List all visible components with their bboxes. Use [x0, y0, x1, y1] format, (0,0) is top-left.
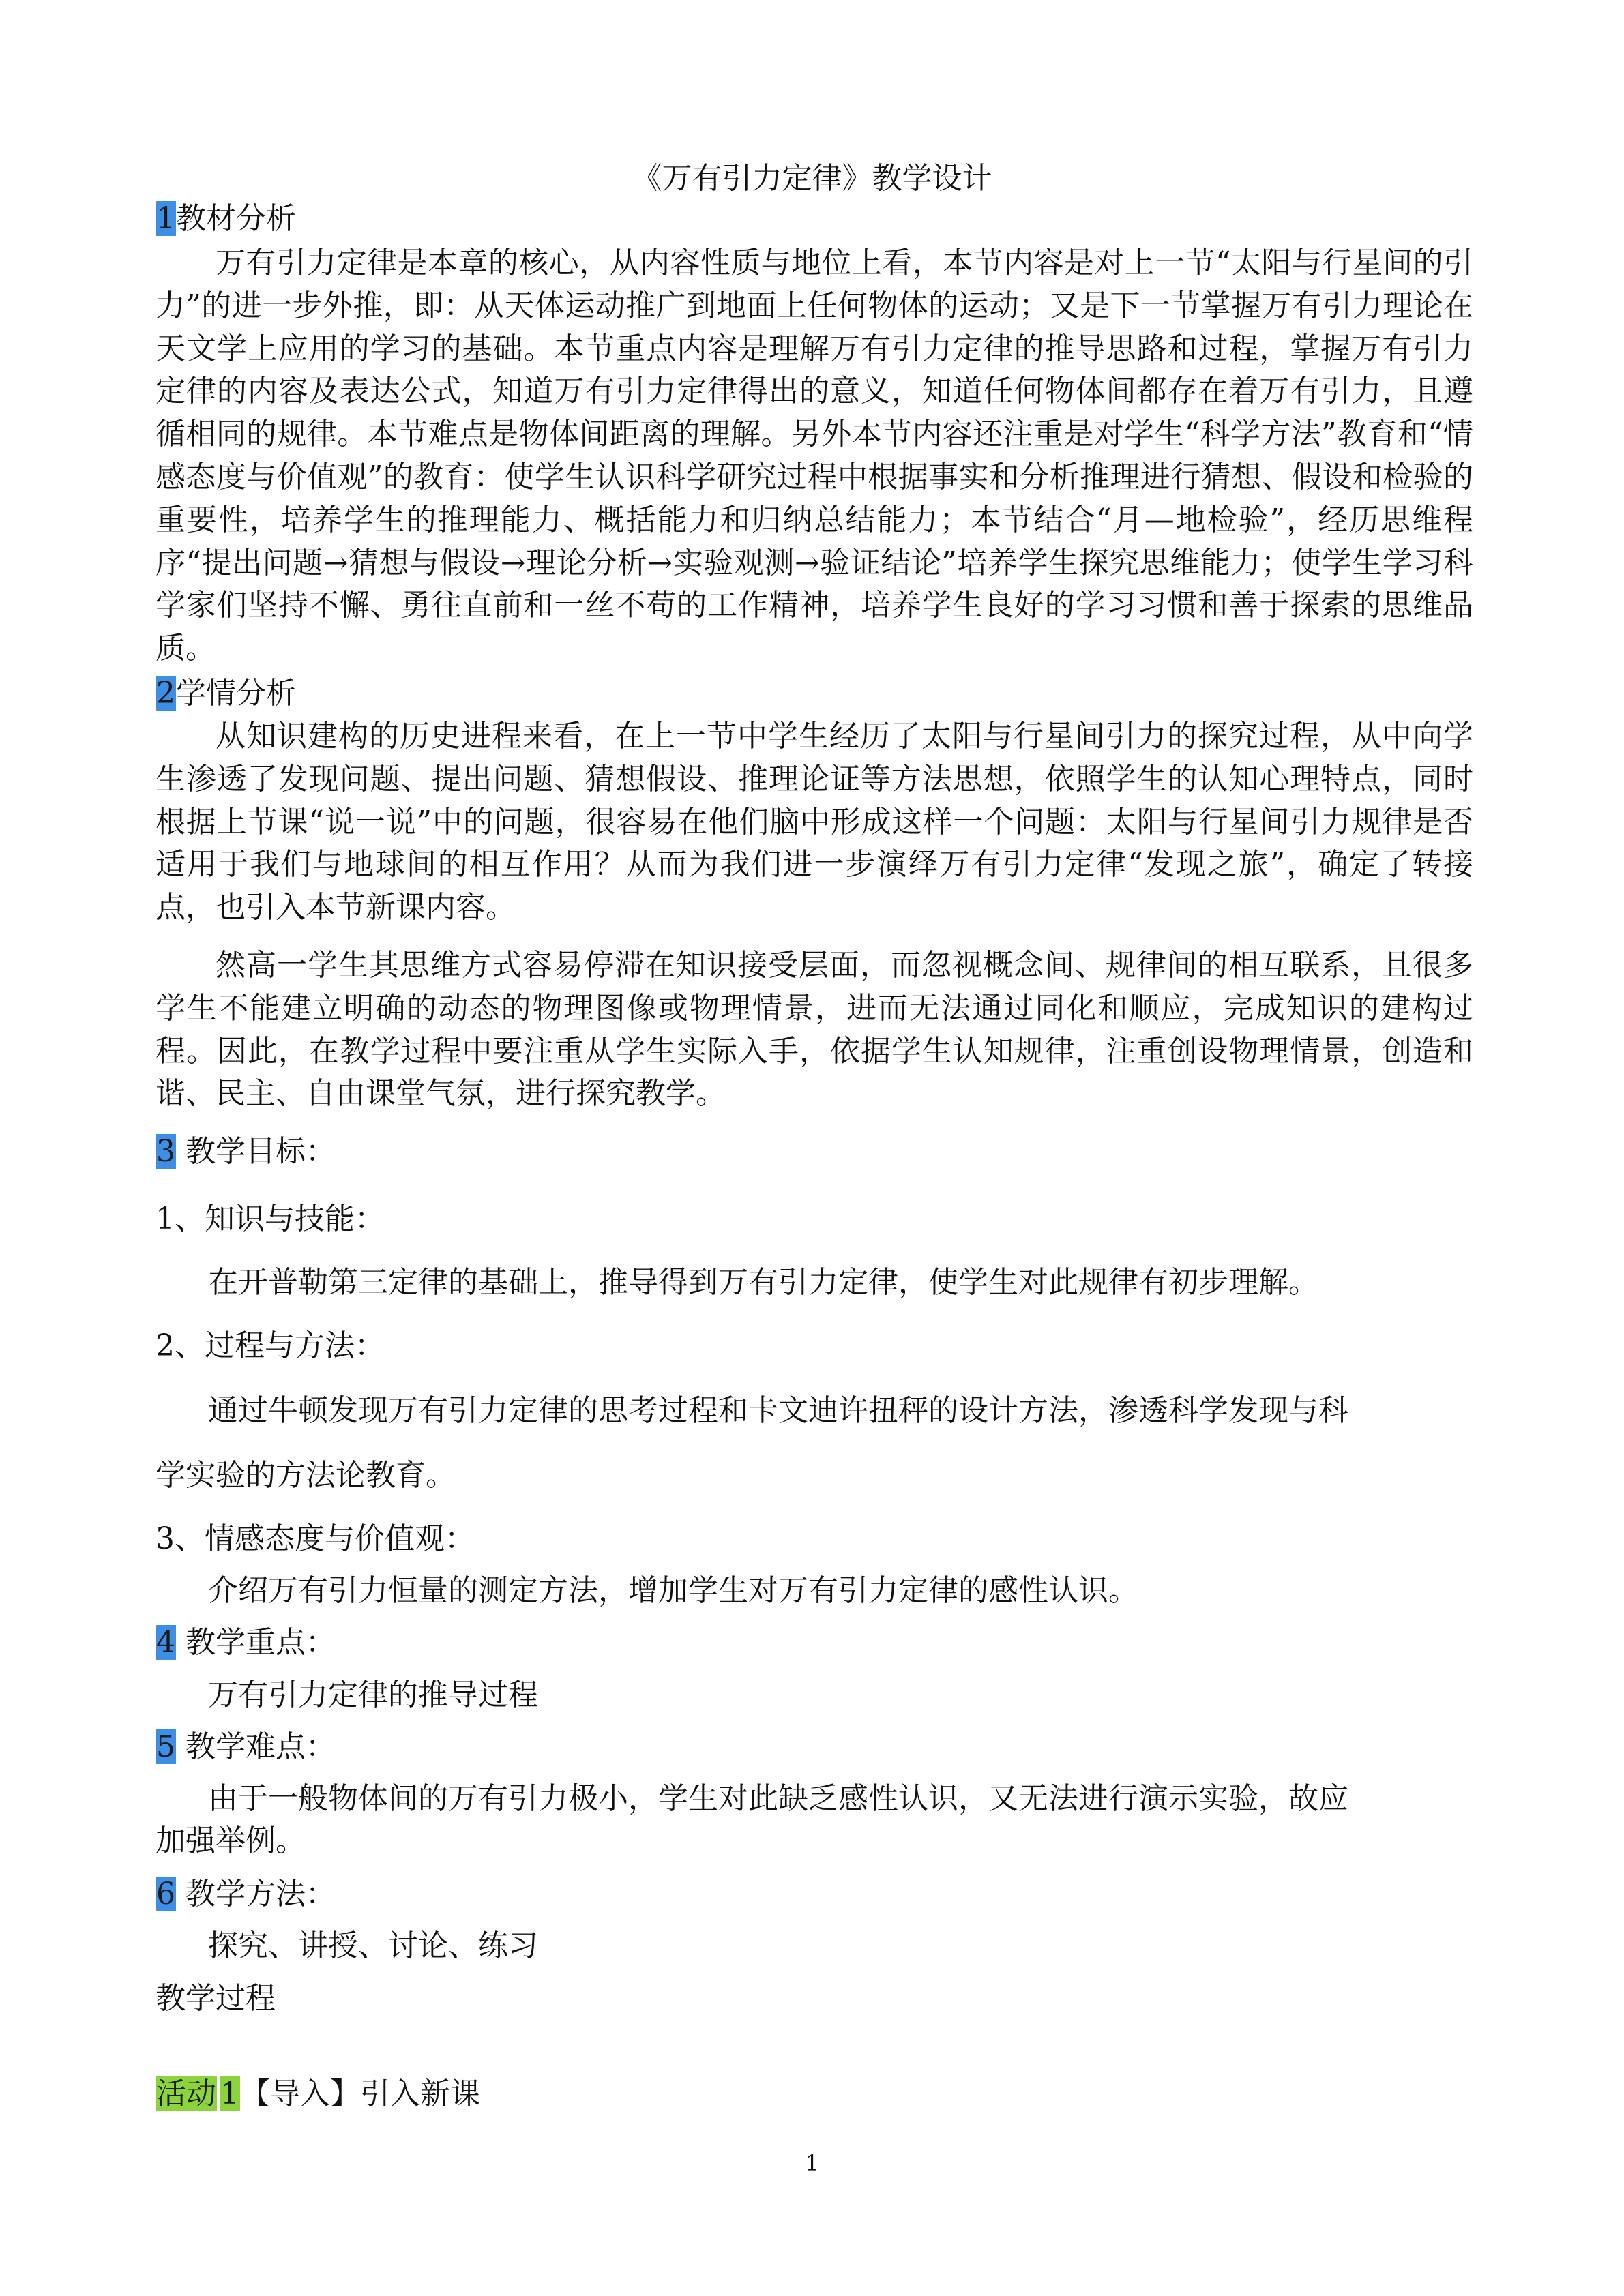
activity-heading — [156, 2074, 480, 2114]
activity-number: 1 — [220, 2076, 239, 2111]
section-heading-3 — [156, 1132, 336, 1172]
page-number: 1 — [805, 2150, 819, 2176]
goal-text-process-b: 学实验的方法论教育。 — [156, 1458, 456, 1493]
activity-tag: 活动 — [156, 2076, 216, 2111]
document-title: 《万有引力定律》教学设计 — [632, 161, 992, 196]
section-label-2: 学情分析 — [176, 676, 296, 711]
goal-text-process-a: 通过牛顿发现万有引力定律的思考过程和卡文迪许扭秤的设计方法，渗透科学发现与科 — [208, 1393, 1348, 1428]
paragraph-student-analysis-1: 从知识建构的历史进程来看，在上一节中学生经历了太阳与行星间引力的探究过程，从中向学生渗透了发现问题、提出问题、猜想假设、推理论证等方法思想，依照学生的认知心理特点，同时根据上节课“说一说”中的问题，很容易在他们脑中形成这样一个问题：太阳与行星间引力规律是否适用于我们与地球间的相互作用？从而为我们进一步演绎万有引力定律“发现之旅”，确定了转接点，也引入本节新课内容。 — [156, 719, 1474, 925]
section-label-3: 教学目标： — [176, 1134, 336, 1169]
paragraph-textbook-analysis: 万有引力定律是本章的核心，从内容性质与地位上看，本节内容是对上一节“太阳与行星间的引力”的进一步外推，即：从天体运动推广到地面上任何物体的运动；又是下一节掌握万有引力理论在天文学上应用的学习的基础。本节重点内容是理解万有引力定律的推导思路和过程，掌握万有引力定律的内容及表达公式，知道万有引力定律得出的意义，知道任何物体间都存在着万有引力，且遵循相同的规律。本节难点是物体间距离的理解。另外本节内容还注重是对学生“科学方法”教育和“情感态度与价值观”的教育：使学生认识科学研究过程中根据事实和分析推理进行猜想、假设和检验的重要性，培养学生的推理能力、概括能力和归纳总结能力；本节结合“月—地检验”，经历思维程序“提出问题→猜想与假设→理论分析→实验观测→验证结论”培养学生探究思维能力；使学生学习科学家们坚持不懈、勇往直前和一丝不苟的工作精神，培养学生良好的学习习惯和善于探索的思维品质。 — [156, 245, 1473, 666]
section-heading-4 — [156, 1623, 336, 1663]
process-heading: 教学过程 — [156, 1981, 276, 2016]
section-number-2: 2 — [156, 676, 175, 711]
key-point-text: 万有引力定律的推导过程 — [208, 1678, 538, 1712]
difficulty-text-b: 加强举例。 — [156, 1823, 306, 1858]
paragraph-student-analysis-2: 然高一学生其思维方式容易停滞在知识接受层面，而忽视概念间、规律间的相互联系，且很多学生不能建立明确的动态的物理图像或物理情景，进而无法通过同化和顺应，完成知识的建构过程。因此，在教学过程中要注重从学生实际入手，依据学生认知规律，注重创设物理情景，创造和谐、民主、自由课堂气氛，进行探究教学。 — [156, 948, 1473, 1112]
goal-heading-attitude: 3、情感态度与价值观： — [156, 1521, 475, 1556]
section-label-6: 教学方法： — [176, 1877, 336, 1911]
difficulty-text-a: 由于一般物体间的万有引力极小，学生对此缺乏感性认识，又无法进行演示实验，故应 — [208, 1781, 1348, 1816]
section-heading-1 — [156, 199, 296, 239]
activity-text: 【导入】引入新课 — [240, 2076, 480, 2111]
section-heading-2 — [156, 674, 296, 713]
section-number-3: 3 — [156, 1134, 175, 1169]
section-number-5: 5 — [156, 1729, 175, 1764]
goal-heading-knowledge: 1、知识与技能： — [156, 1202, 385, 1236]
goal-heading-process: 2、过程与方法： — [156, 1328, 385, 1363]
section-heading-6 — [156, 1875, 336, 1914]
goal-text-attitude: 介绍万有引力恒量的测定方法，增加学生对万有引力定律的感性认识。 — [208, 1573, 1138, 1608]
section-label-1: 教材分析 — [176, 201, 296, 236]
section-heading-5 — [156, 1727, 336, 1767]
section-label-5: 教学难点： — [176, 1729, 336, 1764]
section-number-1: 1 — [156, 201, 175, 236]
section-number-4: 4 — [156, 1625, 175, 1660]
goal-text-knowledge: 在开普勒第三定律的基础上，推导得到万有引力定律，使学生对此规律有初步理解。 — [208, 1265, 1318, 1300]
section-number-6: 6 — [156, 1877, 175, 1911]
methods-text: 探究、讲授、讨论、练习 — [208, 1928, 538, 1963]
section-label-4: 教学重点： — [176, 1625, 336, 1660]
